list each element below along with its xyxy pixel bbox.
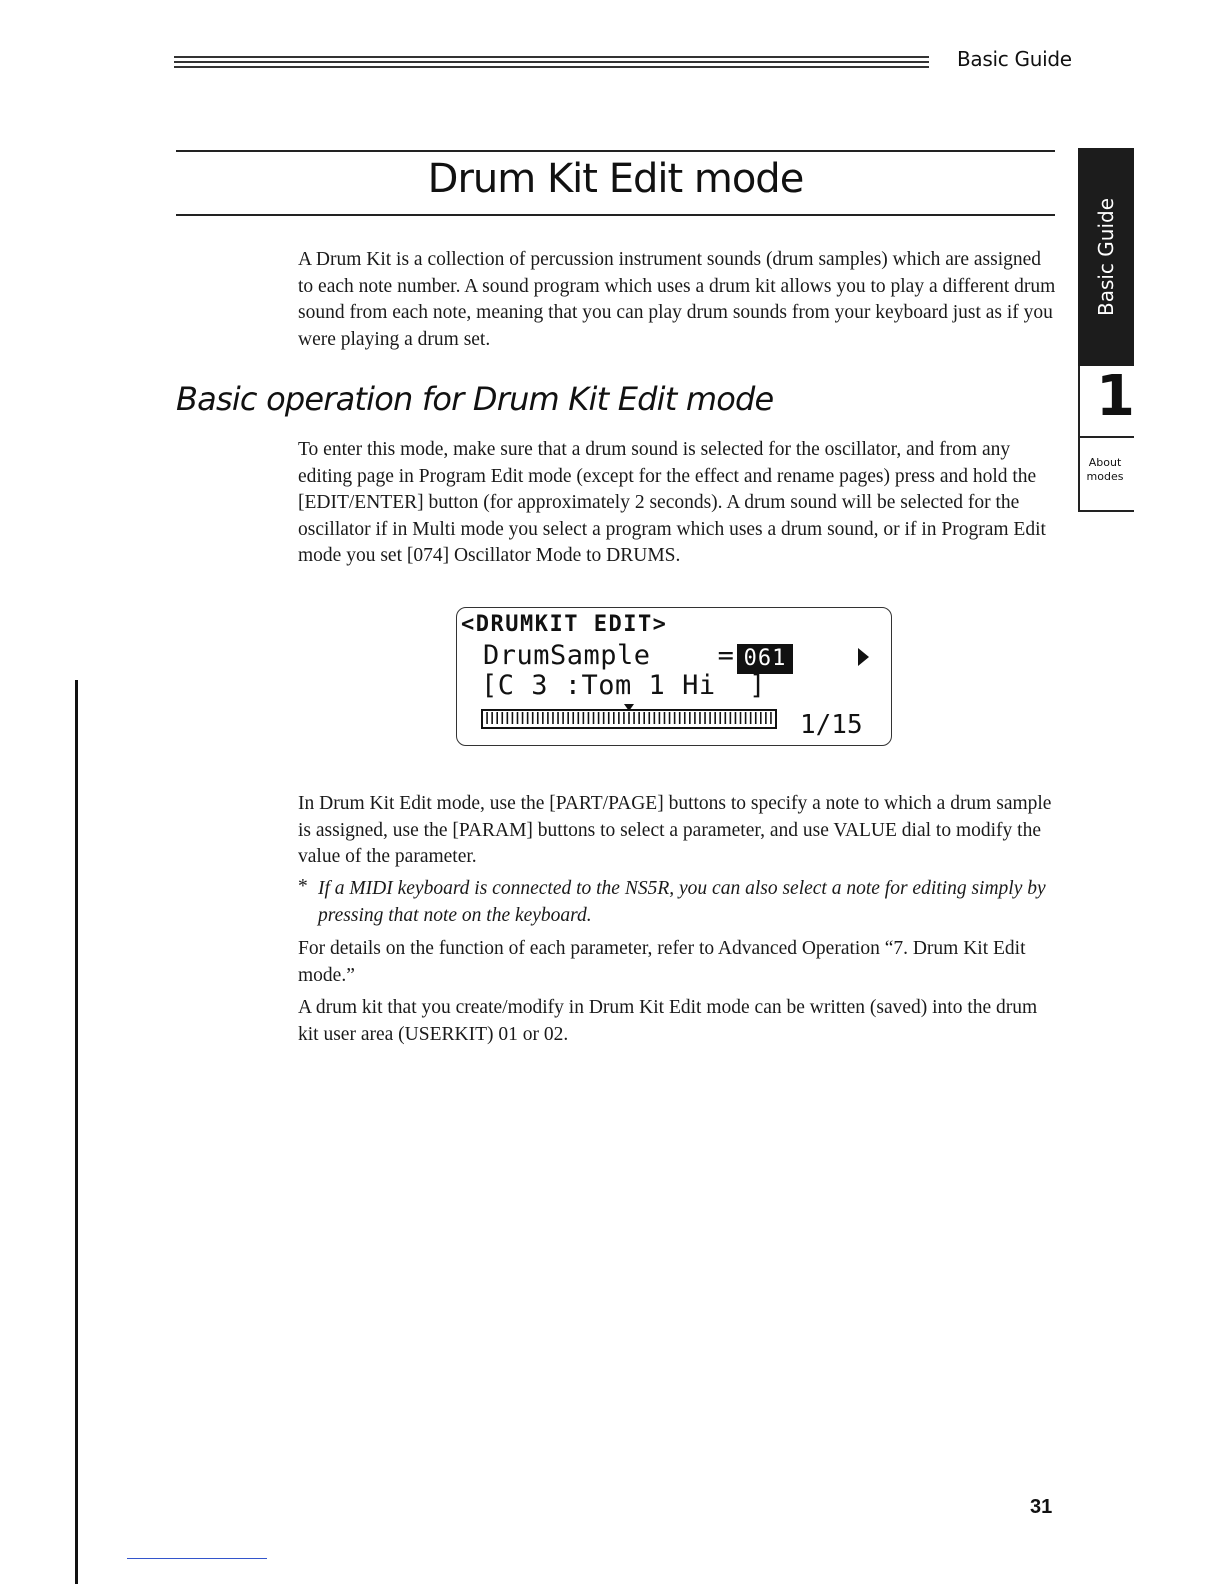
section-paragraph-4: A drum kit that you create/modify in Drum Kit Edit mode can be written (saved) into the drum kit user area (USERKIT) 01 or 02. (298, 997, 1038, 1045)
lcd-parameter-name: DrumSample = (483, 640, 735, 671)
chapter-number: 1 (1096, 364, 1135, 429)
page-title: Drum Kit Edit mode (427, 156, 804, 202)
lcd-note-assignment: [C 3 :Tom 1 Hi ] (481, 670, 766, 701)
chapter-mid-rule (1078, 436, 1134, 438)
section-heading: Basic operation for Drum Kit Edit mode (176, 380, 774, 418)
chapter-subtitle (1080, 456, 1130, 484)
section-paragraph-1: To enter this mode, make sure that a drum sound is selected for the oscillator, and from any editing page in Program Edit mode (except for the effect and rename pages) press and hold the [EDIT/ENTER] button (for approximately 2 seconds). A drum sound will be selected for the oscillator if in Multi mode you select a program which uses a drum sound, or if in Program Edit mode you set [074] Oscillator Mode to DRUMS. (298, 439, 1046, 566)
note-asterisk: * (298, 876, 308, 897)
title-bottom-rule (176, 214, 1055, 216)
note-paragraph: If a MIDI keyboard is connected to the NS5R, you can also select a note for editing simply by pressing that note on the keyboard. (318, 878, 1046, 926)
side-tab-label: Basic Guide (1094, 197, 1118, 317)
running-header: Basic Guide (957, 47, 1072, 71)
page-number: 31 (1030, 1496, 1053, 1518)
lcd-parameter-value: 061 (737, 644, 793, 674)
lcd-mode-title: <DRUMKIT EDIT> (461, 612, 668, 637)
title-top-rule (176, 150, 1055, 152)
lcd-page-indicator: 1/15 (800, 710, 863, 740)
chapter-side-tab (1078, 148, 1134, 366)
footer-link-line (127, 1558, 267, 1559)
intro-paragraph: A Drum Kit is a collection of percussion instrument sounds (drum samples) which are assigned to each note number. A sound program which uses a drum kit allows you to play a different drum sound from each note, meaning that you can play drum sounds from your keyboard just as if you were playing a drum set. (298, 249, 1056, 350)
chapter-subtitle-line-1: About (1088, 456, 1122, 469)
section-paragraph-3: For details on the function of each parameter, refer to Advanced Operation “7. Drum Kit Edit mode.” (298, 938, 1026, 986)
header-rules (174, 56, 929, 70)
chapter-subtitle-line-2: modes (1086, 470, 1124, 483)
lcd-right-arrow-icon (858, 648, 869, 666)
chapter-bottom-rule (1078, 510, 1134, 512)
section-paragraph-2: In Drum Kit Edit mode, use the [PART/PAGE] buttons to specify a note to which a drum sample is assigned, use the [PARAM] buttons to select a parameter, and use VALUE dial to modify the value of the parameter. (298, 793, 1052, 867)
binding-margin-line (75, 680, 78, 1584)
lcd-keyboard-meter (481, 704, 777, 730)
lcd-display (456, 607, 892, 746)
